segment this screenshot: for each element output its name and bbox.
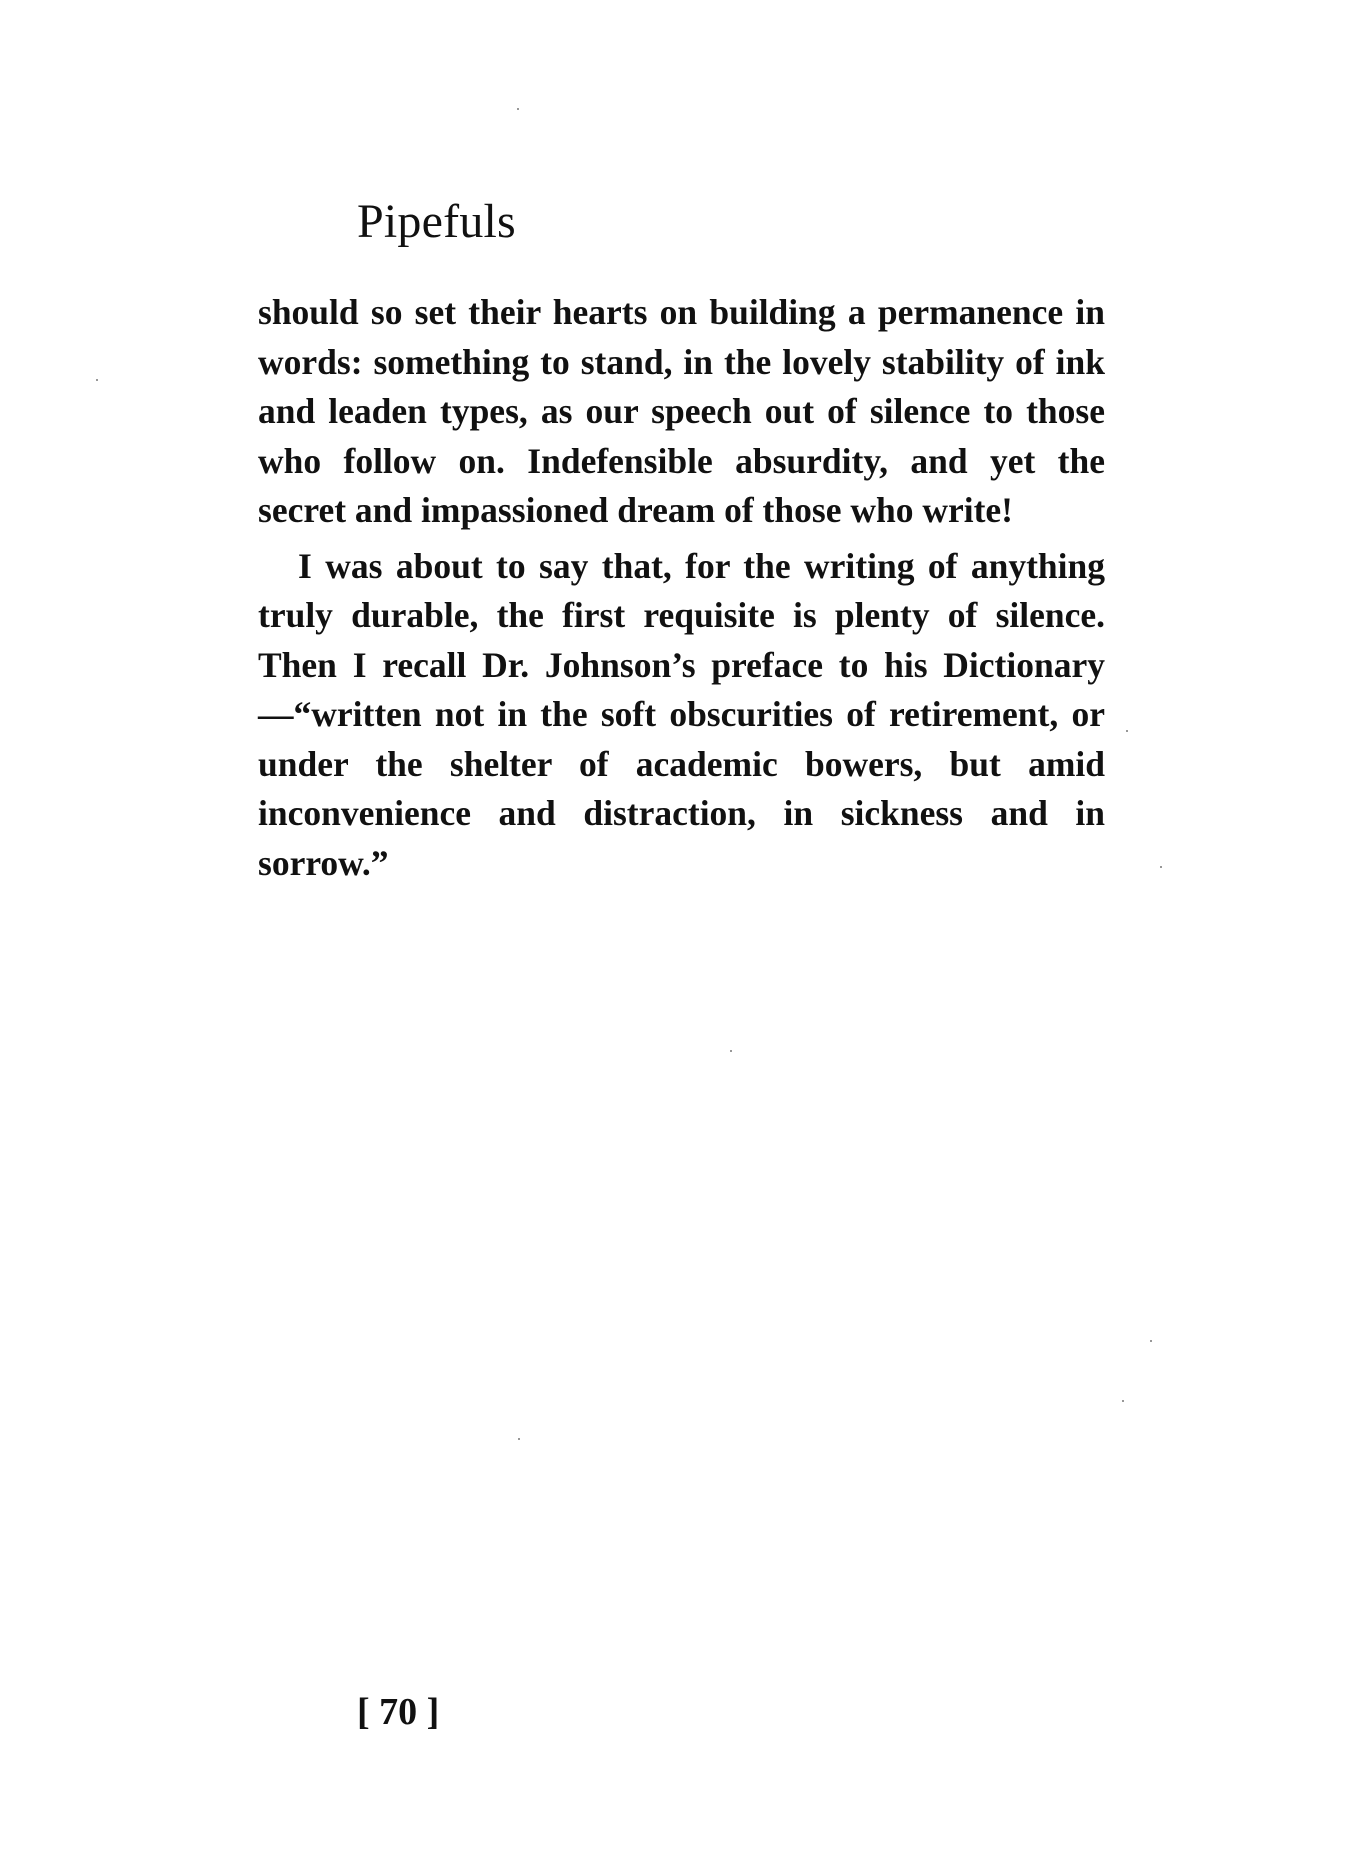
- running-head: Pipefuls: [357, 195, 516, 248]
- page-number: [ 70 ]: [357, 1691, 440, 1733]
- scan-speck: [1126, 730, 1128, 732]
- scan-speck: [96, 379, 98, 381]
- body-text: [258, 288, 1105, 888]
- scan-speck: [730, 1050, 732, 1052]
- scan-speck: [1122, 1400, 1124, 1402]
- scan-speck: [1150, 1340, 1152, 1342]
- paragraph: I was about to say that, for the writing of anything truly durable, the first requisite is plenty of silence. Then I recall Dr. Johnson’s preface to his Dictionary—“written not in the soft obscurities of retirement, or under the shelter of academic bowers, but amid inconvenience and distraction, in sickness and in sorrow.”: [258, 545, 1105, 883]
- scan-speck: [518, 1438, 520, 1440]
- scan-speck: [1160, 866, 1162, 868]
- scan-speck: [517, 108, 519, 110]
- paragraph-continued: should so set their hearts on building a permanence in words: something to stand, in the lovely stability of ink and leaden types, as our speech out of silence to those who follow on. Indefensible absurdity, and yet the secret and impassioned dream of those who write!: [258, 292, 1105, 530]
